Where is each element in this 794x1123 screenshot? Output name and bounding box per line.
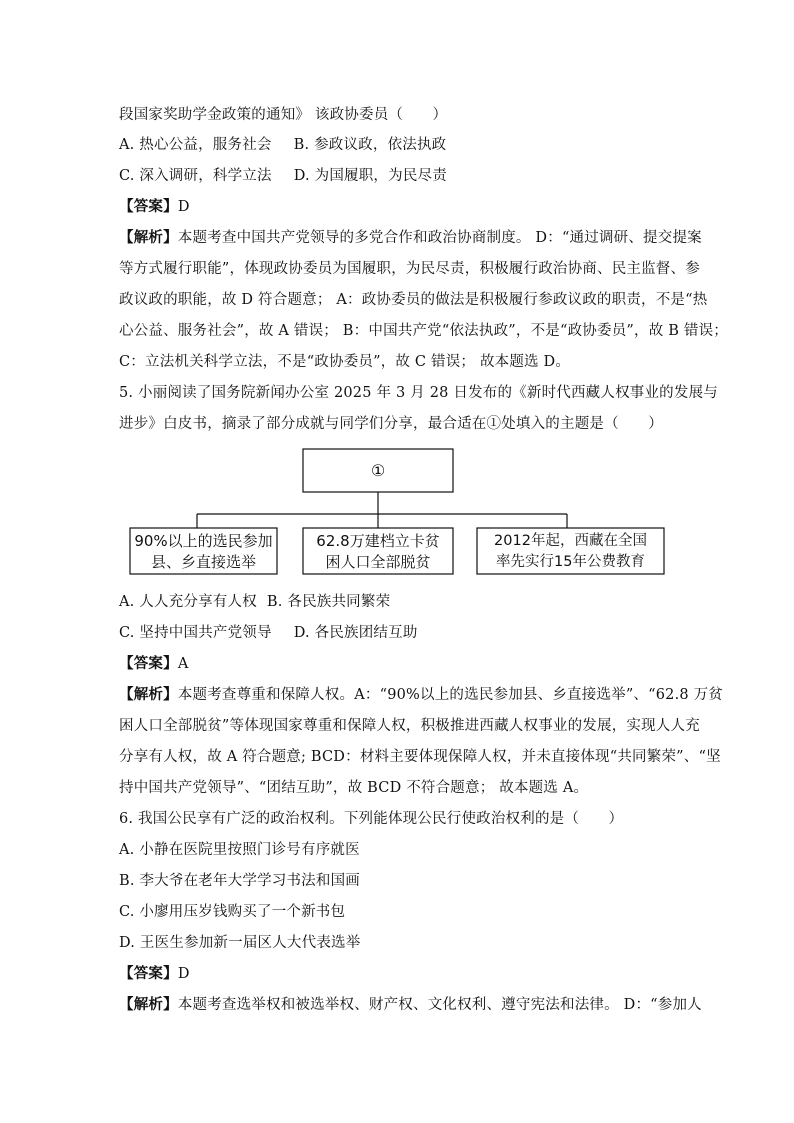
q5-analysis-line-3: 分享有人权，故 A 符合题意; BCD：材料主要体现保障人权，并未直接体现“共同繁荣”、“坚 xyxy=(119,749,721,765)
q5-option-a: A. 人人充分享有人权 xyxy=(119,594,257,610)
q4-stem-tail: 段国家奖助学金政策的通知》 该政协委员（ ） xyxy=(119,107,448,123)
q6-stem: 6. 我国公民享有广泛的政治权利。下列能体现公民行使政治权利的是（ ） xyxy=(119,811,624,827)
q5-stem-line-1: 5. 小丽阅读了国务院新闻办公室 2025 年 3 月 28 日发布的《新时代西藏人权事业的发展与 xyxy=(119,385,718,401)
q4-analysis-line-2: 等方式履行职能”，体现政协委员为国履职，为民尽责，积极履行政治协商、民主监督、参 xyxy=(119,261,700,277)
q5-analysis-line-4: 持中国共产党领导”、“团结互助”，故 BCD 不符合题意； 故本题选 A。 xyxy=(119,780,589,796)
q4-option-c: C. 深入调研，科学立法 xyxy=(119,168,272,184)
q5-option-d: D. 各民族团结互助 xyxy=(293,625,418,641)
q5-stem-line-2: 进步》白皮书，摘录了部分成就与同学们分享，最合适在①处填入的主题是（ ） xyxy=(119,416,663,432)
diagram-child-3-line-1: 2012年起，西藏在全国 xyxy=(494,533,647,549)
q4-analysis-line-5: C：立法机关科学立法，不是“政协委员”，故 C 错误； 故本题选 D。 xyxy=(119,354,571,370)
q6-answer xyxy=(119,964,679,984)
analysis-label: 【解析】 xyxy=(119,686,178,703)
q5-options-row-2 xyxy=(119,623,679,643)
answer-label: 【答案】 xyxy=(119,655,178,672)
q6-analysis-line-1 xyxy=(119,995,702,1015)
analysis-label: 【解析】 xyxy=(119,229,178,246)
analysis-text: 本题考查尊重和保障人权。A：“90%以上的选民参加县、乡直接选举”、“62.8 万贫 xyxy=(177,687,724,703)
q5-answer xyxy=(119,654,679,674)
answer-label: 【答案】 xyxy=(119,965,178,982)
diagram-child-1-line-2: 县、乡直接选举 xyxy=(150,553,256,571)
q4-option-b: B. 参政议政，依法执政 xyxy=(293,137,447,153)
diagram-child-3-line-2: 率先实行15年公费教育 xyxy=(496,554,645,570)
q5-option-b: B. 各民族共同繁荣 xyxy=(266,594,391,610)
q4-option-a: A. 热心公益，服务社会 xyxy=(119,137,272,153)
q6-option-c: C. 小廖用压岁钱购买了一个新书包 xyxy=(119,904,346,920)
answer-value: D xyxy=(177,966,190,982)
answer-label: 【答案】 xyxy=(119,198,178,215)
q4-analysis-line-4: 心公益、服务社会”，故 A 错误； B：中国共产党“依法执政”，不是“政协委员”，故 B 错误； xyxy=(119,323,728,339)
analysis-text: 本题考查选举权和被选举权、财产权、文化权利、遵守宪法和法律。 D：“参加人 xyxy=(177,997,702,1013)
analysis-text: 本题考查中国共产党领导的多党合作和政治协商制度。 D：“通过调研、提交提案 xyxy=(177,230,702,246)
diagram-child-1-line-1: 90%以上的选民参加 xyxy=(134,532,273,550)
q4-options-row-2 xyxy=(119,166,679,186)
diagram-child-2-line-2: 困人口全部脱贫 xyxy=(325,553,431,571)
diagram-child-2-text xyxy=(303,531,453,573)
diagram-top-label: ① xyxy=(370,461,386,480)
diagram-child-3-text xyxy=(477,531,664,573)
q5-options-row-1 xyxy=(119,592,679,612)
q6-option-d: D. 王医生参加新一届区人大代表选举 xyxy=(119,935,361,951)
q6-option-b: B. 李大爷在老年大学学习书法和国画 xyxy=(119,873,360,889)
q4-answer xyxy=(119,197,679,217)
answer-value: D xyxy=(177,199,190,215)
q4-analysis-line-1 xyxy=(119,228,702,248)
answer-value: A xyxy=(177,656,189,672)
q5-analysis-line-1 xyxy=(119,685,724,705)
diagram-child-1-text xyxy=(130,531,277,573)
q5-option-c: C. 坚持中国共产党领导 xyxy=(119,625,272,641)
analysis-label: 【解析】 xyxy=(119,996,178,1013)
q4-options-row-1 xyxy=(119,135,679,155)
q5-analysis-line-2: 困人口全部脱贫”等体现国家尊重和保障人权，积极推进西藏人权事业的发展，实现人人充 xyxy=(119,718,700,734)
q6-option-a: A. 小静在医院里按照门诊号有序就医 xyxy=(119,842,360,858)
q4-analysis-line-3: 政议政的职能，故 D 符合题意； A：政协委员的做法是积极履行参政议政的职责，不是“热 xyxy=(119,292,708,308)
q4-option-d: D. 为国履职，为民尽责 xyxy=(293,168,447,184)
diagram-child-2-line-1: 62.8万建档立卡贫 xyxy=(316,532,440,550)
